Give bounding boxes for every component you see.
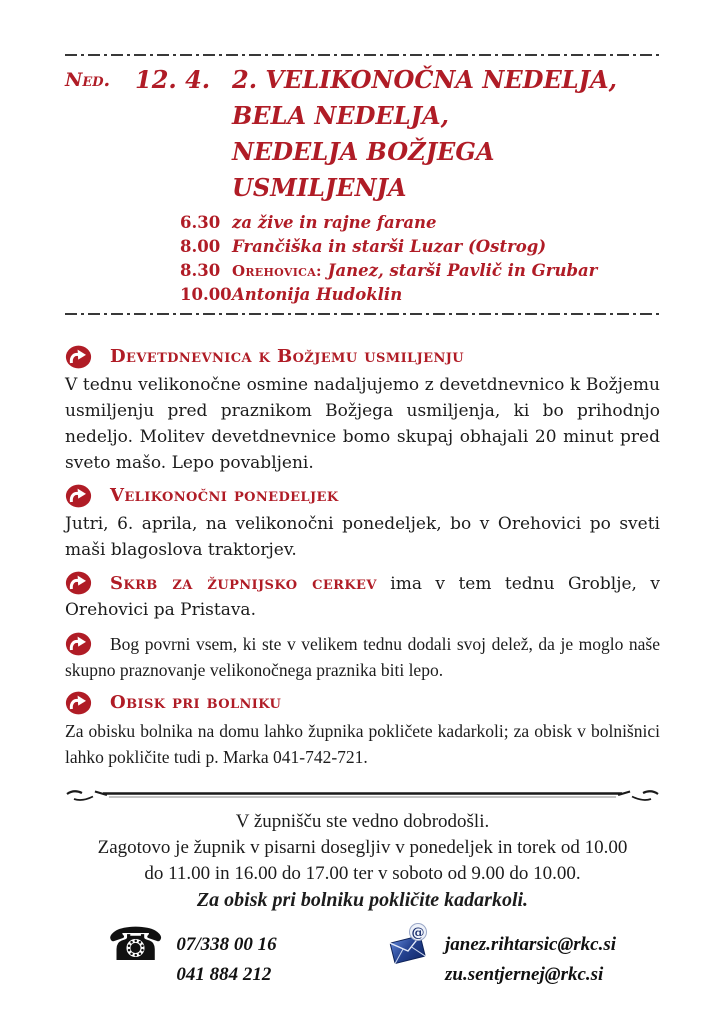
mass-row [180,211,660,235]
mass-row [180,283,660,307]
date-label: 12. 4. [135,65,211,94]
section-devetdnevnica [65,345,660,476]
phone-contact [107,917,363,990]
mass-intention [232,259,597,283]
welcome-line: V župnišču ste vedno dobrodošli. [235,811,490,832]
mass-row [180,259,660,283]
email-contact [387,924,616,990]
office-hours-block [65,809,660,914]
section-heading-row [65,484,660,508]
section-heading-inline: Skrb za župnijsko cerkev [110,573,377,594]
telephone-icon: ☎ [107,917,165,971]
section-zahvala [65,631,660,683]
mass-place: Orehovica: [232,262,322,280]
email-icon [387,922,433,966]
feast-title-line: NEDELJA BOŽJEGA [232,137,495,166]
section-body: V tednu velikonočne osmine nadaljujemo z devetdnevnico k Božjemu usmiljenju pred praznikom Božjega usmiljenja, ki bo prihodnjo nedeljo. Molitev devetdnevnice bomo skupaj obhajali 20 minut pred sveto mašo. Lepo povabljeni. [65,375,660,473]
mass-text: Antonija Hudoklin [232,285,403,304]
email-address: janez.rihtarsic@rkc.si [445,934,616,955]
decorative-rule [65,786,660,804]
feast-title-line: 2. VELIKONOČNA NEDELJA, [232,65,617,94]
section-heading-row [65,345,660,369]
arrow-bullet-icon [65,632,92,656]
email-address: zu.sentjernej@rkc.si [445,964,604,985]
mass-row [180,235,660,259]
section-heading: Obisk pri bolniku [110,692,282,713]
mass-time: 6.30 [180,213,221,232]
section-text: ima v tem tednu Groblje, v Orehovici pa Pristava. [65,574,660,620]
section-body [65,571,660,623]
contact-block [65,917,660,990]
arrow-bullet-icon [65,571,92,595]
section-ponedeljek [65,484,660,563]
section-body: Za obisku bolnika na domu lahko župnika pokličete kadarkoli; za obisk v bolnišnici lahko pokličite tudi p. Marka 041-742-721. [65,721,660,767]
feast-title [232,62,660,206]
mass-time: 8.30 [180,261,221,280]
feast-title-line: USMILJENJA [232,173,407,202]
section-skrb-za-cerkev [65,571,660,623]
arrow-bullet-icon [65,345,92,369]
section-body [65,631,660,683]
email-addresses [445,930,616,990]
schedule-header [65,56,660,206]
feast-title-line: BELA NEDELJA, [232,101,449,130]
phone-number: 07/338 00 16 [176,934,277,955]
mass-text: za žive in rajne farane [232,213,437,232]
section-heading: Velikonočni ponedeljek [110,485,339,506]
announcements [65,345,660,770]
section-body: Jutri, 6. aprila, na velikonočni ponedeljek, bo v Orehovici po sveti maši blagoslova traktorjev. [65,514,660,560]
day-label: Ned. [65,69,111,91]
mass-intention [232,211,437,235]
at-sign-glyph: @ [411,925,425,941]
mass-time: 8.00 [180,237,221,256]
mass-time: 10.00 [180,285,232,304]
office-hours-line: do 11.00 in 16.00 do 17.00 ter v soboto od 9.00 do 10.00. [144,863,581,884]
phone-numbers [176,930,276,990]
section-heading: Devetdnevnica k Božjemu usmiljenju [110,346,465,367]
arrow-bullet-icon [65,691,92,715]
mass-schedule [180,211,660,307]
sick-call-emphasis: Za obisk pri bolniku pokličite kadarkoli. [196,889,529,911]
header-bottom-divider [65,313,660,315]
arrow-bullet-icon [65,484,92,508]
section-heading-row [65,691,660,715]
section-text: Bog povrni vsem, ki ste v velikem tednu dodali svoj delež, da je moglo naše skupno praznovanje velikonočnega praznika biti lepo. [65,634,660,680]
phone-number: 041 884 212 [176,964,272,985]
mass-text: Frančiška in starši Luzar (Ostrog) [232,237,547,256]
office-hours-line: Zagotovo je župnik v pisarni dosegljiv v ponedeljek in torek od 10.00 [97,837,628,858]
mass-intention [232,283,402,307]
mass-text: Janez, starši Pavlič in Grubar [327,261,598,280]
section-obisk-bolnika [65,691,660,770]
mass-intention [232,235,546,259]
